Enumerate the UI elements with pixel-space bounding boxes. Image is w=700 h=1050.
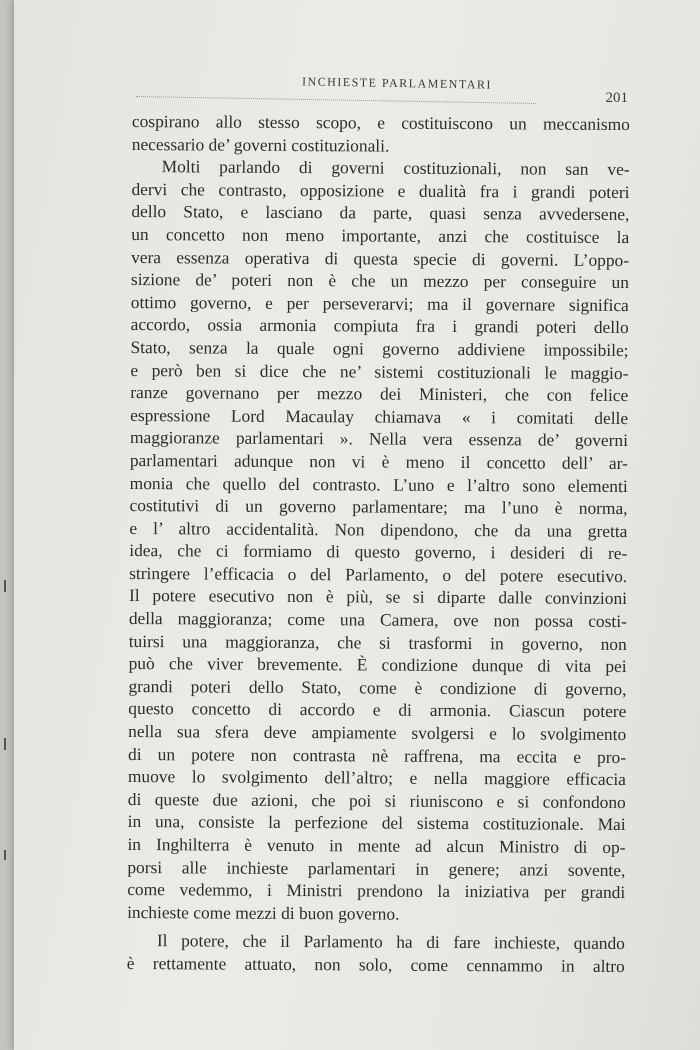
text-line: dervi che contrasto, opposizione e dualità fra i grandi poteri [131, 178, 630, 202]
text-line: in una, consiste la perfezione del sistema costituzionale. Mai [127, 811, 626, 835]
paragraph [132, 110, 630, 158]
text-line: parlamentari adunque non vi è meno il concetto dell’ ar- [129, 449, 628, 473]
text-line: grandi poteri dello Stato, come è condizione di governo, [128, 675, 627, 699]
text-line: costitutivi di un governo parlamentare; ma l’uno è norma, [129, 495, 628, 519]
text-line: e l’ altro accidentalità. Non dipendono, che da una gretta [129, 517, 628, 541]
text-line: e però ben si dice che ne’ sistemi costituzionali le maggio- [130, 359, 629, 383]
margin-mark [4, 580, 6, 592]
text-line: maggioranze parlamentari ». Nella vera essenza de’ governi [129, 427, 629, 451]
text-line: come vedemmo, i Ministri prendono la iniziativa per grandi [127, 879, 626, 903]
text-line: Stato, senza la quale ogni governo addiviene impossibile; [130, 336, 629, 360]
text-line: idea, che ci formiamo di questo governo, i desideri di re- [129, 540, 628, 564]
text-line: Il potere esecutivo non è più, se si diparte dalle convinzioni [128, 585, 628, 609]
text-line: porsi alle inchieste parlamentari in genere; anzi sovente, [127, 856, 626, 880]
paragraph [127, 929, 625, 977]
text-line: sizione de’ poteri non è che un mezzo per conseguire un [130, 269, 630, 293]
text-line: accordo, ossia armonia compiuta fra i grandi poteri dello [130, 314, 629, 338]
paragraph [127, 155, 630, 926]
text-line: necessario de’ governi costituzionali. [131, 133, 390, 156]
text-line: di queste due azioni, che poi si riuniscono e si confondono [127, 788, 626, 812]
page-header [136, 62, 628, 106]
text-line: muove lo svolgimento dell’altro; e nella maggiore efficacia [127, 766, 626, 790]
text-line: ottimo governo, e per perseverarvi; ma il governare significa [130, 291, 629, 315]
text-line: inchieste come mezzi di buon governo. [127, 901, 400, 924]
text-line: monia che quello del contrasto. L’uno e l’altro sono elementi [129, 472, 628, 496]
text-line: nella sua sfera deve ampiamente svolgersi e lo svolgimento [128, 721, 627, 745]
text-line: di un potere non contrasta nè raffrena, ma eccita e pro- [128, 743, 627, 767]
margin-mark [4, 850, 6, 860]
running-head: INCHIESTE PARLAMENTARI [301, 74, 493, 92]
text-line: stringere l’efficacia o del Parlamento, o del potere esecutivo. [129, 562, 628, 586]
text-line: Molti parlando di governi costituzionali, non san ve- [161, 156, 630, 180]
text-line: tuirsi una maggioranza, che si trasformi in governo, non [128, 630, 627, 654]
text-line: cospirano allo stesso scopo, e costituiscono un meccanismo [131, 110, 630, 135]
margin-mark [4, 738, 6, 750]
text-line: Il potere, che il Parlamento ha di fare inchieste, quando [156, 930, 625, 954]
page-number: 201 [605, 90, 628, 106]
text-line: un concetto non meno importante, anzi che costituisce la [131, 223, 630, 248]
page-gutter [0, 0, 14, 1050]
text-line: questo concetto di accordo e di armonia. Ciascun potere [128, 698, 627, 722]
text-line: in Inghilterra è venuto in mente ad alcun Ministro di op- [127, 833, 626, 858]
text-line: vera essenza operativa di questa specie di governi. L’oppo- [131, 246, 630, 270]
text-line: può che viver brevemente. È condizione dunque di vita pei [128, 653, 627, 677]
text-line: dello Stato, e lasciano da parte, quasi senza avvedersene, [131, 201, 630, 225]
body-text [127, 110, 630, 978]
text-line: è rettamente attuato, non solo, come cennammo in altro [126, 952, 625, 976]
text-line: espressione Lord Macaulay chiamava « i comitati delle [130, 404, 629, 428]
text-line: della maggioranza; come una Camera, ove non possa costi- [128, 608, 627, 632]
text-line: ranze governano per mezzo dei Ministeri, che con felice [130, 382, 629, 406]
